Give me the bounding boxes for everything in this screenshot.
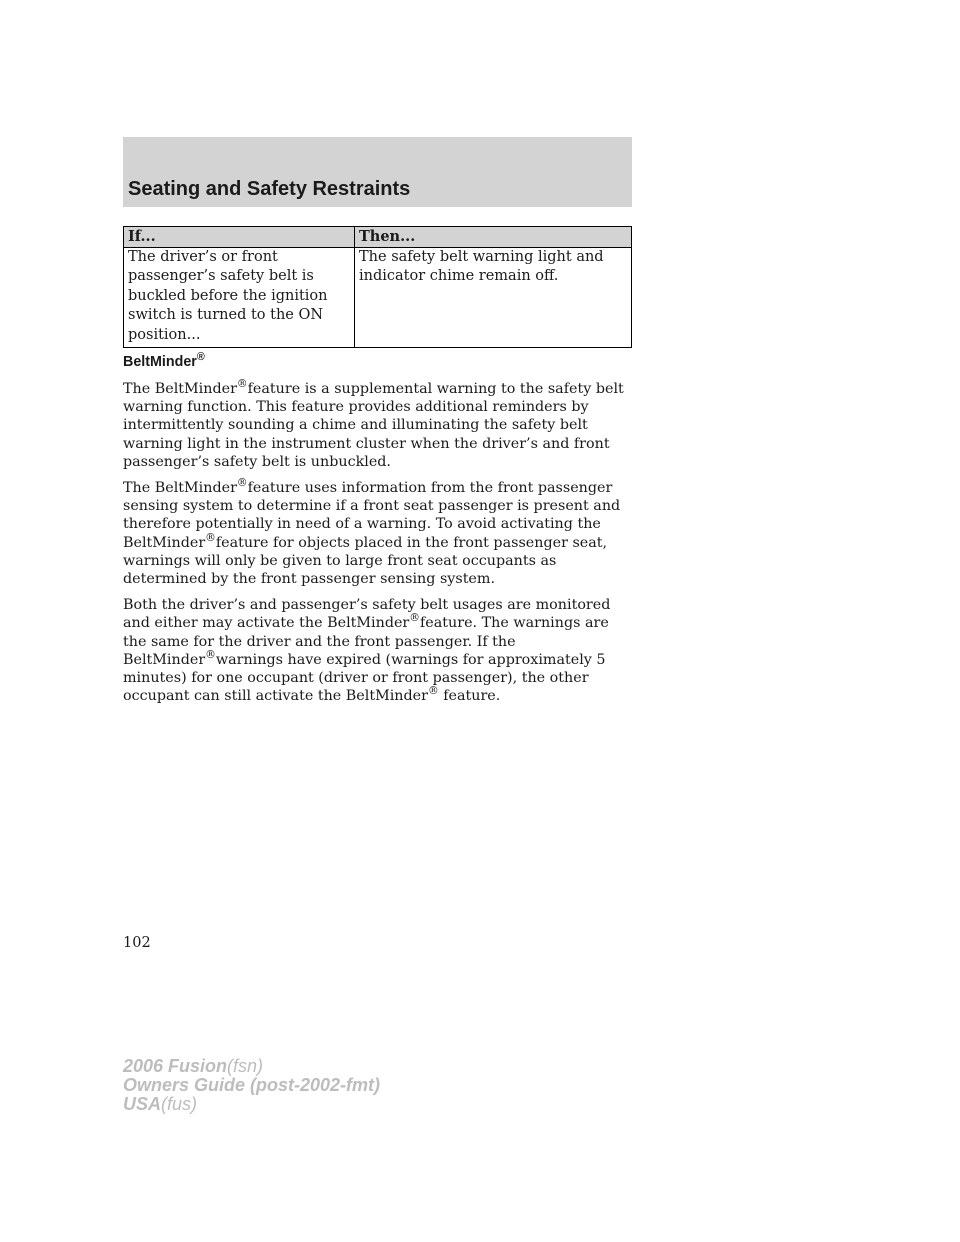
document-footer — [123, 1057, 380, 1114]
paragraph-text: warnings have expired (warnings for approximately 5 minutes) for one occupant (driver or front passenger), the other occupant can still activate the BeltMinder — [123, 651, 606, 705]
registered-mark: ® — [427, 684, 439, 698]
table-cell-then: The safety belt warning light and indicator chime remain off. — [355, 247, 632, 348]
registered-mark: ® — [236, 476, 248, 490]
footer-line — [123, 1095, 380, 1114]
registered-mark: ® — [205, 530, 216, 544]
footer-market-code: (fus) — [161, 1094, 198, 1114]
paragraph-text: feature. The warnings are the same for the driver and the front passenger. If the BeltMinder — [123, 615, 609, 668]
if-then-table — [123, 226, 632, 348]
paragraph-text: feature for objects placed in the front passenger seat, warnings will only be given to large front seat occupants as determined by the front passenger sensing system. — [123, 534, 608, 588]
registered-mark: ® — [205, 648, 216, 662]
registered-mark: ® — [196, 351, 205, 364]
column-header-if: If... — [124, 227, 355, 248]
paragraph — [123, 377, 635, 471]
section-heading-text: BeltMinder — [123, 354, 197, 370]
table-row — [124, 247, 632, 348]
table-cell-if: The driver’s or front passenger’s safety belt is buckled before the ignition switch is turned to the ON position... — [124, 247, 355, 348]
table-header-row — [124, 227, 632, 248]
footer-model-code: (fsn) — [227, 1056, 264, 1076]
paragraph-text: feature is a supplemental warning to the safety belt warning function. This feature provides additional reminders by intermittently sounding a chime and illuminating the safety belt warning light in the instrument cluster when the driver’s and front passenger’s safety belt is unbuckled. — [123, 381, 624, 470]
paragraph-text: feature uses information from the front passenger sensing system to determine if a front seat passenger is present and therefore potentially in need of a warning. To avoid activating the BeltMinder — [123, 480, 621, 551]
footer-line — [123, 1057, 380, 1076]
paragraph-text: Both the driver’s and passenger’s safety belt usages are monitored and either may activate the BeltMinder — [123, 597, 611, 632]
column-header-then: Then... — [355, 227, 632, 248]
paragraph-text: feature. — [438, 688, 501, 705]
paragraph-text: The BeltMinder — [123, 381, 237, 397]
registered-mark: ® — [409, 611, 420, 625]
footer-market: USA — [123, 1094, 162, 1114]
paragraph-text: The BeltMinder — [123, 480, 237, 497]
beltminder-section — [123, 353, 635, 713]
section-title: Seating and Safety Restraints — [128, 178, 411, 200]
footer-guide: Owners Guide (post-2002-fmt) — [123, 1075, 381, 1095]
section-heading — [123, 353, 635, 371]
paragraph — [123, 596, 635, 705]
paragraph — [123, 476, 635, 588]
registered-mark: ® — [236, 377, 248, 391]
page-number: 102 — [123, 935, 151, 951]
footer-model: 2006 Fusion — [123, 1056, 228, 1076]
section-header-band — [123, 137, 632, 207]
